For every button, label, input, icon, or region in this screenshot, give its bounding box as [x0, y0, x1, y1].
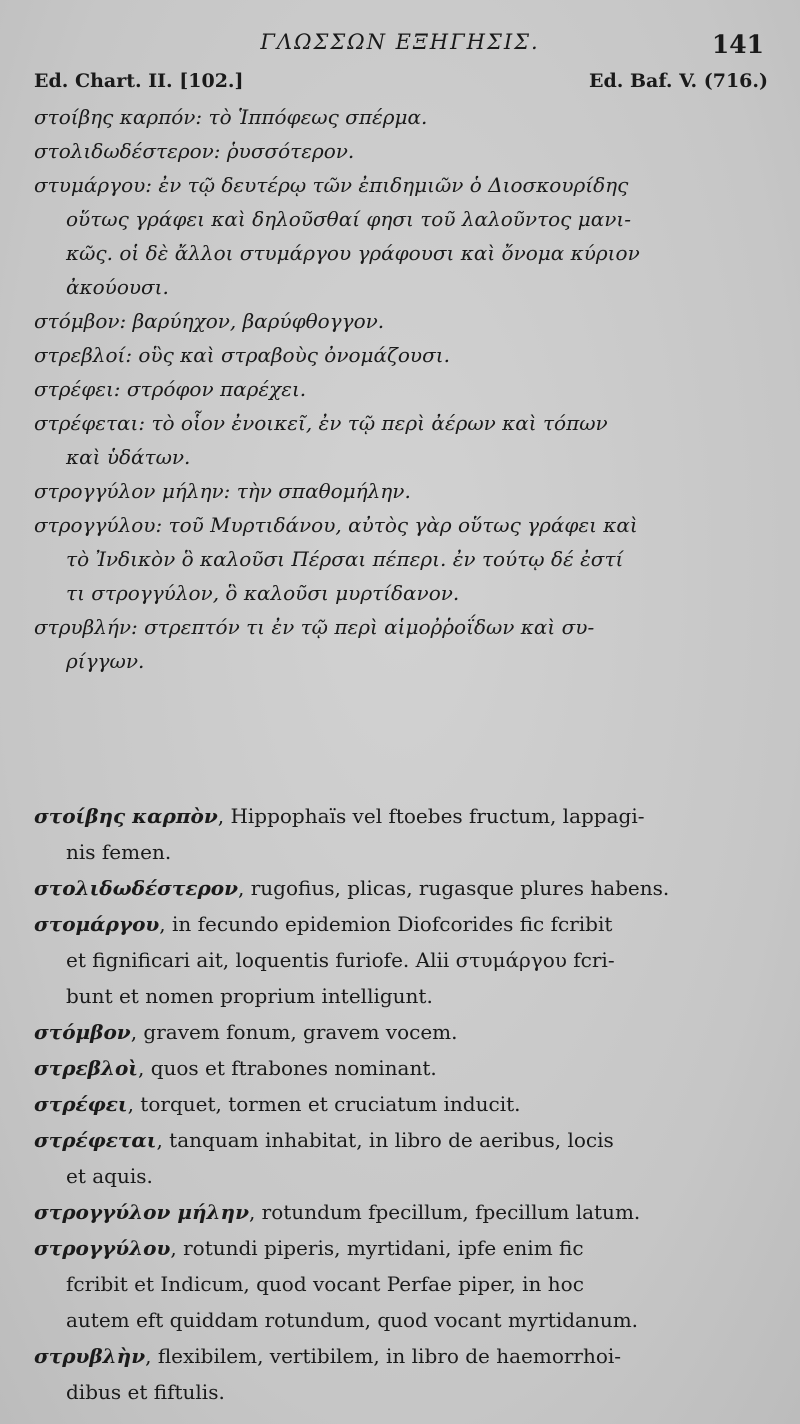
entry-text: , rotundum fpecillum, fpecillum latum. — [248, 1200, 641, 1224]
entry-line: κῶς. οἱ δὲ ἄλλοι στυμάργου γράφουσι καὶ ὄνομα κύριον — [66, 241, 640, 265]
greek-term: στομάργου — [34, 912, 160, 936]
entry-text: , rugofius, plicas, rugasque plures habens. — [238, 876, 670, 900]
greek_entries-entry — [34, 610, 769, 678]
entry-line: στοίβης καρπόν: τὸ Ἱππόφεως σπέρμα. — [34, 105, 428, 129]
entry-line — [34, 1230, 769, 1266]
latin_entries-entry — [34, 1014, 769, 1050]
entry-text: , gravem fonum, gravem vocem. — [130, 1020, 458, 1044]
edition-right: Ed. Baf. V. (716.) — [589, 70, 768, 92]
entry-line — [34, 870, 769, 906]
greek_entries-entry — [34, 100, 769, 134]
page-number: 141 — [711, 30, 764, 59]
latin_entries-entry — [34, 1050, 769, 1086]
entry-text: , torquet, tormen et cruciatum inducit. — [127, 1092, 521, 1116]
latin_entries-entry — [34, 1086, 769, 1122]
entry-line — [34, 1086, 769, 1122]
greek-term: στολιδωδέστερον — [34, 876, 239, 900]
entry-line: ρίγγων. — [66, 649, 145, 673]
greek-term: στόμβον — [34, 1020, 131, 1044]
latin_entries-entry — [34, 906, 769, 1014]
entry-line: στυμάργου: ἐν τῷ δευτέρῳ τῶν ἐπιδημιῶν ὁ Διοσκουρίδης — [34, 173, 629, 197]
entry-text: , flexibilem, vertibilem, in libro de haemorrhoi- — [145, 1344, 622, 1368]
greek-term: στρέφεται — [34, 1128, 157, 1152]
entry-line — [34, 1050, 769, 1086]
greek-term: στρογγύλου — [34, 1236, 171, 1260]
running-title: ΓΛΩΣΣΩΝ ΕΞΗΓΗΣΙΣ. — [260, 30, 540, 54]
entry-line: bunt et nomen proprium intelligunt. — [66, 984, 433, 1008]
entry-text: , in fecundo epidemion Diofcorides fic fcribit — [159, 912, 613, 936]
latin_entries-entry — [34, 1338, 769, 1410]
entry-line: dibus et fiftulis. — [66, 1380, 225, 1404]
entry-line: fcribit et Indicum, quod vocant Perfae piper, in hoc — [66, 1272, 584, 1296]
entry-text: , tanquam inhabitat, in libro de aeribus, locis — [156, 1128, 614, 1152]
greek_entries-entry — [34, 508, 769, 610]
entry-line: autem eft quiddam rotundum, quod vocant myrtidanum. — [66, 1308, 639, 1332]
entry-text: , quos et ftrabones nominant. — [137, 1056, 437, 1080]
entry-text: , Hippophaïs vel ftoebes fructum, lappagi- — [217, 804, 645, 828]
entry-line — [34, 1014, 769, 1050]
greek-term: στρογγύλον μήλην — [34, 1200, 249, 1224]
latin_entries-entry — [34, 1194, 769, 1230]
greek_entries-entry — [34, 372, 769, 406]
entry-line: et aquis. — [66, 1164, 153, 1188]
entry-line: τὸ Ἰνδικὸν ὃ καλοῦσι Πέρσαι πέπερι. ἐν τούτῳ δέ ἐστί — [66, 547, 624, 571]
entry-line — [34, 798, 769, 834]
greek-term: στρυβλὴν — [34, 1344, 146, 1368]
entry-line: στρυβλήν: στρεπτόν τι ἐν τῷ περὶ αἱμοῤῥοΐδων καὶ συ- — [34, 615, 595, 639]
latin_entries-entry — [34, 1122, 769, 1194]
entry-line: στόμβον: βαρύηχον, βαρύφθογγον. — [34, 309, 385, 333]
latin-translation — [34, 798, 769, 1410]
entry-line: στρογγύλου: τοῦ Μυρτιδάνου, αὐτὸς γὰρ οὕτως γράφει καὶ — [34, 513, 638, 537]
entry-line: οὕτως γράφει καὶ δηλοῦσθαί φησι τοῦ λαλοῦντος μανι- — [66, 207, 631, 231]
entry-line: et fignificari ait, loquentis furiofe. Alii στυμάργου fcri- — [66, 948, 615, 972]
greek-term: στοίβης καρπὸν — [34, 804, 218, 828]
greek-term: στρέφει — [34, 1092, 128, 1116]
greek-glossary — [34, 100, 769, 678]
entry-line — [34, 1194, 769, 1230]
greek_entries-entry — [34, 406, 769, 474]
latin_entries-entry — [34, 798, 769, 870]
entry-line: στρεβλοί: οὓς καὶ στραβοὺς ὀνομάζουσι. — [34, 343, 450, 367]
greek_entries-entry — [34, 338, 769, 372]
entry-line: τι στρογγύλον, ὃ καλοῦσι μυρτίδανον. — [66, 581, 460, 605]
entry-line — [34, 1338, 769, 1374]
entry-line: στρέφει: στρόφον παρέχει. — [34, 377, 307, 401]
greek_entries-entry — [34, 474, 769, 508]
edition-line — [34, 70, 768, 92]
entry-line: στρογγύλον μήλην: τὴν σπαθομήλην. — [34, 479, 411, 503]
latin_entries-entry — [34, 870, 769, 906]
greek-term: στρεβλοὶ — [34, 1056, 138, 1080]
greek_entries-entry — [34, 168, 769, 304]
greek_entries-entry — [34, 304, 769, 338]
greek_entries-entry — [34, 134, 769, 168]
latin_entries-entry — [34, 1230, 769, 1338]
entry-line: ἀκούουσι. — [66, 275, 169, 299]
entry-line — [34, 906, 769, 942]
entry-line: nis femen. — [66, 840, 172, 864]
entry-line: στρέφεται: τὸ οἷον ἐνοικεῖ, ἐν τῷ περὶ ἀέρων καὶ τόπων — [34, 411, 608, 435]
entry-line: στολιδωδέστερον: ῥυσσότερον. — [34, 139, 355, 163]
entry-line — [34, 1122, 769, 1158]
edition-left: Ed. Chart. II. [102.] — [34, 70, 244, 92]
entry-line: καὶ ὑδάτων. — [66, 445, 191, 469]
entry-text: , rotundi piperis, myrtidani, ipfe enim fic — [170, 1236, 584, 1260]
